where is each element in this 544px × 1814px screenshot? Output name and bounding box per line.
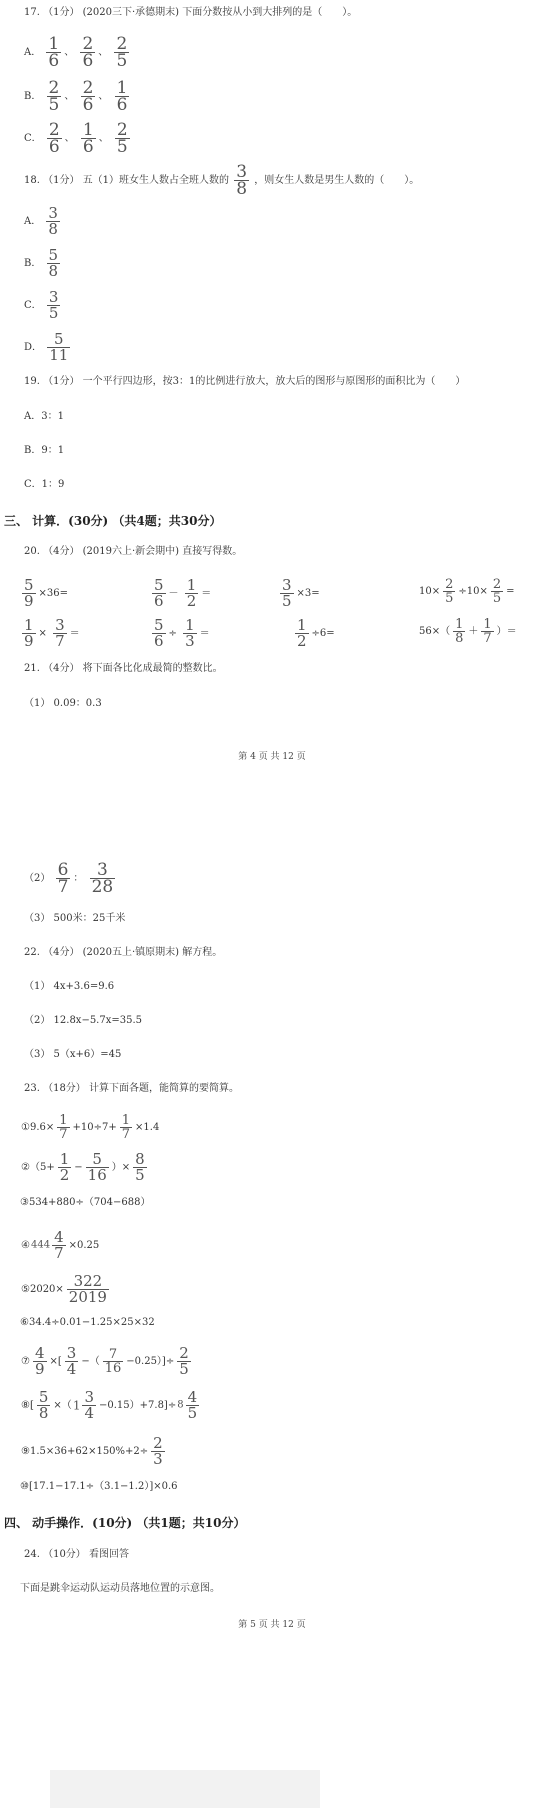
fraction: $\frac{2}{6}$ bbox=[82, 78, 94, 115]
section-4-heading: 四、 动手操作．(10分) （共1题；共10分） bbox=[4, 1516, 246, 1530]
fraction: $\frac{4}{7}$ bbox=[54, 1228, 64, 1262]
q17-stem: 17. （1分） (2020三下·承德期末) 下面分数按从小到大排列的是（ ）。 bbox=[24, 7, 358, 18]
q17-option-c[interactable]: C． $\frac{2}{6}$ 、 $\frac{1}{6}$ 、 $\frac{2}{5}$ bbox=[24, 120, 128, 157]
q22-part-2: （2） 12.8x−5.7x=35.5 bbox=[24, 1015, 143, 1026]
q23-expr-3: ③534+880÷（704−688） bbox=[20, 1197, 151, 1208]
fraction: $\frac{1}{3}$ bbox=[185, 616, 195, 650]
q18-option-d[interactable]: D． $\frac{5}{11}$ bbox=[24, 330, 69, 364]
fraction: $\frac{1}{6}$ bbox=[116, 78, 128, 115]
q23-expr-7: ⑦ $\frac{4}{9}$ ×[ $\frac{3}{4}$ −（ $\frac{7}{16}$ −0.25）]÷ $\frac{2}{5}$ bbox=[21, 1344, 189, 1378]
q23-stem: 23. （18分） 计算下面各题，能简算的要简算。 bbox=[24, 1083, 239, 1094]
fraction: $\frac{1}{7}$ bbox=[483, 617, 492, 646]
fraction: $\frac{1}{7}$ bbox=[121, 1113, 131, 1142]
q23-expr-1: ①9.6× $\frac{1}{7}$ +10÷7+ $\frac{1}{7}$ ×1.4 bbox=[21, 1113, 160, 1142]
fraction: $\frac{1}{8}$ bbox=[455, 617, 464, 646]
fraction: $\frac{5}{16}$ bbox=[87, 1150, 107, 1184]
fraction: $\frac{2}{5}$ bbox=[179, 1344, 189, 1378]
figure-placeholder bbox=[50, 1770, 320, 1808]
fraction: $\frac{6}{7}$ bbox=[57, 860, 69, 897]
fraction: $\frac{5}{11}$ bbox=[49, 330, 69, 364]
fraction: $\frac{2}{5}$ bbox=[48, 78, 60, 115]
q21-part-2: （2） $\frac{6}{7}$ ： $\frac{3}{28}$ bbox=[24, 860, 114, 897]
fraction: $\frac{5}{6}$ bbox=[154, 616, 164, 650]
q19-option-b[interactable]: B．9：1 bbox=[24, 445, 65, 456]
q20-item: $\frac{5}{9}$ ×36= bbox=[24, 576, 69, 610]
q23-expr-6: ⑥34.4÷0.01−1.25×25×32 bbox=[20, 1317, 155, 1328]
fraction: $\frac{5}{8}$ bbox=[38, 1388, 49, 1422]
q22-stem: 22. （4分） (2020五上·镇原期末) 解方程。 bbox=[24, 947, 223, 958]
q20-item: $\frac{3}{5}$ ×3= bbox=[282, 576, 320, 610]
q20-item: 56×（ $\frac{1}{8}$ ＋ $\frac{1}{7}$ ）＝ bbox=[419, 617, 517, 646]
fraction: $\frac{4}{9}$ bbox=[34, 1344, 45, 1378]
section-3-heading: 三、 计算．(30分) （共4题；共30分） bbox=[4, 514, 222, 528]
q24-stem: 24. （10分） 看图回答 bbox=[24, 1549, 129, 1560]
fraction: $\frac{1}{6}$ bbox=[48, 34, 60, 71]
fraction: $\frac{2}{5}$ bbox=[492, 577, 502, 606]
q22-part-3: （3） 5（x+6）=45 bbox=[24, 1049, 122, 1060]
fraction: $\frac{3}{28}$ bbox=[91, 860, 114, 897]
q23-expr-10: ⑩[17.1−17.1÷（3.1−1.2）]×0.6 bbox=[20, 1481, 178, 1492]
fraction: $\frac{2}{3}$ bbox=[153, 1434, 163, 1468]
fraction: $\frac{7}{16}$ bbox=[104, 1347, 122, 1376]
fraction: $\frac{2}{6}$ bbox=[48, 120, 60, 157]
fraction: $\frac{5}{8}$ bbox=[48, 246, 59, 280]
q18-option-a[interactable]: A． $\frac{3}{8}$ bbox=[24, 204, 58, 238]
fraction: $\frac{8}{5}$ bbox=[135, 1150, 145, 1184]
fraction: $\frac{3}{8}$ bbox=[236, 162, 248, 199]
fraction: $\frac{2}{5}$ bbox=[116, 34, 128, 71]
option-label: A． bbox=[24, 47, 42, 58]
page-footer: 第 5 页 共 12 页 bbox=[238, 1620, 306, 1630]
option-label: C． bbox=[24, 133, 42, 144]
fraction: $\frac{1}{2}$ bbox=[59, 1150, 70, 1184]
q23-expr-9: ⑨1.5×36+62×150%+2÷ $\frac{2}{3}$ bbox=[21, 1434, 163, 1468]
q21-part-3: （3） 500米：25千米 bbox=[24, 913, 126, 924]
q18-option-c[interactable]: C． $\frac{3}{5}$ bbox=[24, 288, 59, 322]
q19-option-c[interactable]: C．1：9 bbox=[24, 479, 65, 490]
q20-item: $\frac{5}{6}$ － $\frac{1}{2}$ ＝ bbox=[154, 576, 212, 610]
q17-option-a[interactable]: A． $\frac{1}{6}$ 、 $\frac{2}{6}$ 、 $\frac{2}{5}$ bbox=[24, 34, 128, 71]
fraction: $\frac{1}{7}$ bbox=[59, 1113, 68, 1142]
q18-stem: 18. （1分） 五（1）班女生人数占全班人数的 $\frac{3}{8}$ ，则女生人数是男生人数的（ ）。 bbox=[24, 162, 420, 199]
q20-item: 10× $\frac{2}{5}$ ÷10× $\frac{2}{5}$ = bbox=[419, 577, 515, 606]
fraction: $\frac{3}{5}$ bbox=[282, 576, 292, 610]
fraction: $\frac{5}{6}$ bbox=[154, 576, 164, 610]
q24-description: 下面是跳伞运动队运动员落地位置的示意图。 bbox=[20, 1583, 220, 1594]
fraction: $\frac{3}{5}$ bbox=[48, 288, 59, 322]
fraction: $\frac{5}{9}$ bbox=[24, 576, 34, 610]
q21-part-1: （1） 0.09：0.3 bbox=[24, 698, 102, 709]
q23-expr-4: ④444 $\frac{4}{7}$ ×0.25 bbox=[21, 1228, 100, 1262]
q19-option-a[interactable]: A．3：1 bbox=[24, 411, 64, 422]
fraction: $\frac{322}{2019}$ bbox=[68, 1272, 107, 1306]
fraction: $\frac{1}{2}$ bbox=[186, 576, 197, 610]
q23-expr-8: ⑧[ $\frac{5}{8}$ ×（1 $\frac{3}{4}$ −0.15）+7.8]÷8 $\frac{4}{5}$ bbox=[21, 1388, 198, 1422]
q20-stem: 20. （4分） (2019六上·新会期中) 直接写得数。 bbox=[24, 546, 243, 557]
q17-option-b[interactable]: B． $\frac{2}{5}$ 、 $\frac{2}{6}$ 、 $\frac{1}{6}$ bbox=[24, 78, 128, 115]
q20-item: $\frac{1}{9}$ × $\frac{3}{7}$ ＝ bbox=[24, 616, 80, 650]
q23-expr-5: ⑤2020× $\frac{322}{2019}$ bbox=[21, 1272, 107, 1306]
page-footer: 第 4 页 共 12 页 bbox=[238, 752, 306, 762]
q20-item: $\frac{1}{2}$ ÷6= bbox=[297, 616, 335, 650]
fraction: $\frac{1}{6}$ bbox=[82, 120, 94, 157]
fraction: $\frac{3}{4}$ bbox=[66, 1344, 77, 1378]
fraction: $\frac{1}{9}$ bbox=[24, 616, 34, 650]
fraction: $\frac{3}{4}$ bbox=[84, 1388, 94, 1422]
fraction: $\frac{3}{8}$ bbox=[48, 204, 58, 238]
q18-option-b[interactable]: B． $\frac{5}{8}$ bbox=[24, 246, 59, 280]
q21-stem: 21. （4分） 将下面各比化成最简的整数比。 bbox=[24, 663, 223, 674]
q19-stem: 19. （1分） 一个平行四边形，按3：1的比例进行放大，放大后的图形与原图形的面积比为（ ） bbox=[24, 376, 466, 387]
fraction: $\frac{2}{6}$ bbox=[82, 34, 94, 71]
fraction: $\frac{4}{5}$ bbox=[187, 1388, 198, 1422]
fraction: $\frac{3}{7}$ bbox=[55, 616, 65, 650]
fraction: $\frac{1}{2}$ bbox=[297, 616, 307, 650]
fraction: $\frac{2}{5}$ bbox=[445, 577, 454, 606]
option-label: B． bbox=[24, 91, 42, 102]
q20-item: $\frac{5}{6}$ ÷ $\frac{1}{3}$ ＝ bbox=[154, 616, 210, 650]
q22-part-1: （1） 4x+3.6=9.6 bbox=[24, 981, 115, 992]
q23-expr-2: ②（5+ $\frac{1}{2}$ − $\frac{5}{16}$ ）× $\frac{8}{5}$ bbox=[21, 1150, 145, 1184]
fraction: $\frac{2}{5}$ bbox=[116, 120, 128, 157]
